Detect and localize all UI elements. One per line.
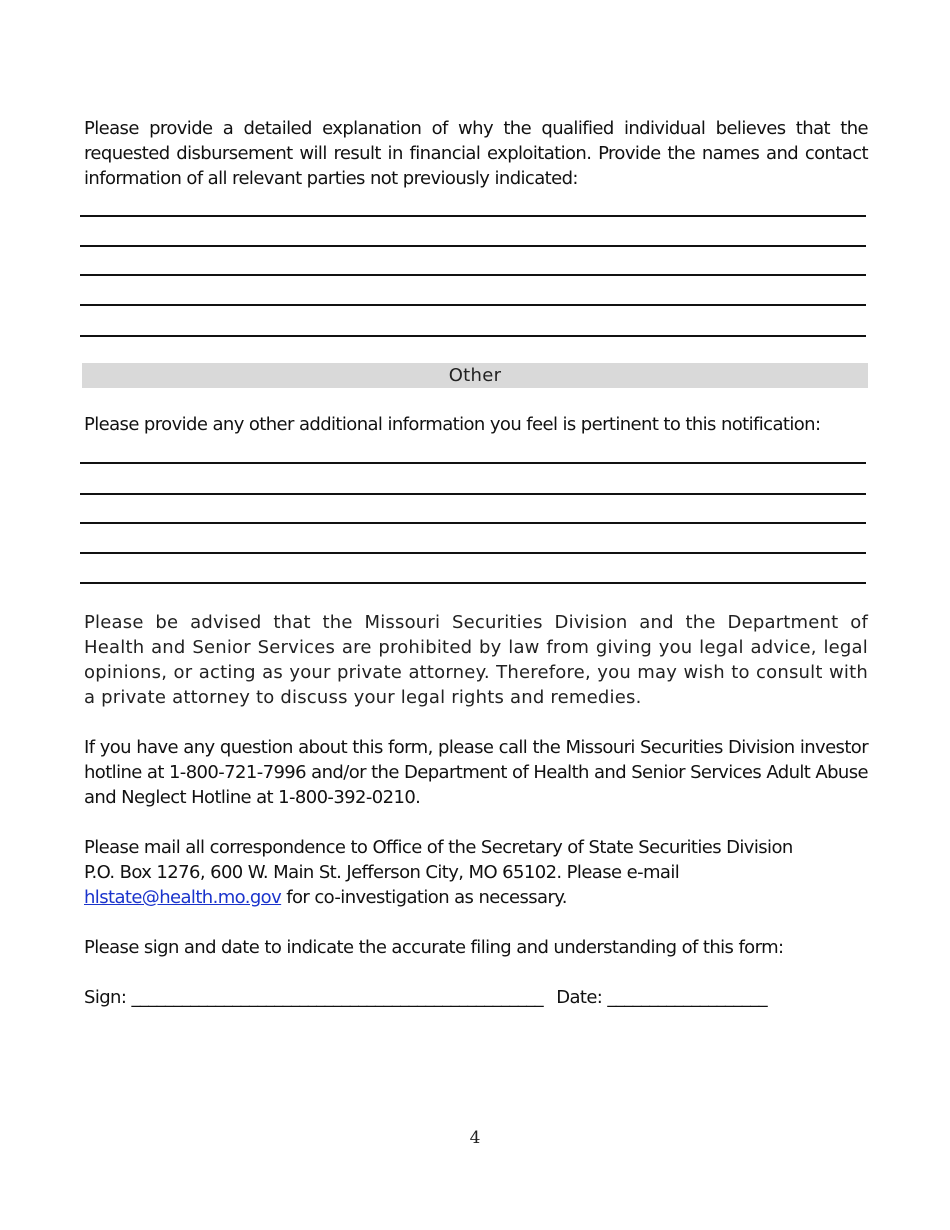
other-prompt: Please provide any other additional information you feel is pertinent to this notification: — [84, 414, 821, 435]
mail-instructions — [84, 835, 868, 910]
sign-field[interactable]: _________________________________________________ — [131, 987, 544, 1008]
mail-line-3 — [84, 885, 868, 910]
mail-line-2: P.O. Box 1276, 600 W. Main St. Jefferson City, MO 65102. Please e-mail — [84, 862, 680, 883]
email-link[interactable]: hlstate@health.mo.gov — [84, 887, 282, 908]
answer-line[interactable] — [80, 304, 866, 306]
contact-info: If you have any question about this form, please call the Missouri Securities Division investor hotline at 1-800-721-7996 and/or the Department of Health and Senior Services Adult Abuse and Neglect Hotline at 1-800-392-0210. — [84, 737, 868, 808]
signature-row — [84, 985, 868, 1010]
answer-line[interactable] — [80, 335, 866, 337]
explanation-prompt: Please provide a detailed explanation of why the qualified individual believes that the requested disbursement will result in financial exploitation. Provide the names and contact information of all relevant parties not previously indicated: — [84, 118, 868, 189]
signature-instruction: Please sign and date to indicate the accurate filing and understanding of this form: — [84, 937, 784, 958]
answer-line[interactable] — [80, 493, 866, 495]
answer-line[interactable] — [80, 215, 866, 217]
answer-line[interactable] — [80, 552, 866, 554]
answer-line[interactable] — [80, 245, 866, 247]
answer-line[interactable] — [80, 462, 866, 464]
mail-line-3-suffix: for co-investigation as necessary. — [281, 887, 567, 908]
answer-line[interactable] — [80, 522, 866, 524]
date-field[interactable]: ___________________ — [607, 987, 768, 1008]
legal-advisory: Please be advised that the Missouri Securities Division and the Department of Health and Senior Services are prohibited by law from giving you legal advice, legal opinions, or acting as your private attorney. Therefore, you may wish to consult with a private attorney to discuss your legal rights and remedies. — [84, 612, 868, 708]
mail-line-1: Please mail all correspondence to Office of the Secretary of State Securities Division — [84, 837, 793, 858]
other-section-header: Other — [82, 363, 868, 388]
page-number: 4 — [469, 1128, 481, 1148]
date-label: Date: — [556, 987, 603, 1008]
sign-label: Sign: — [84, 987, 127, 1008]
answer-line[interactable] — [80, 274, 866, 276]
answer-line[interactable] — [80, 582, 866, 584]
